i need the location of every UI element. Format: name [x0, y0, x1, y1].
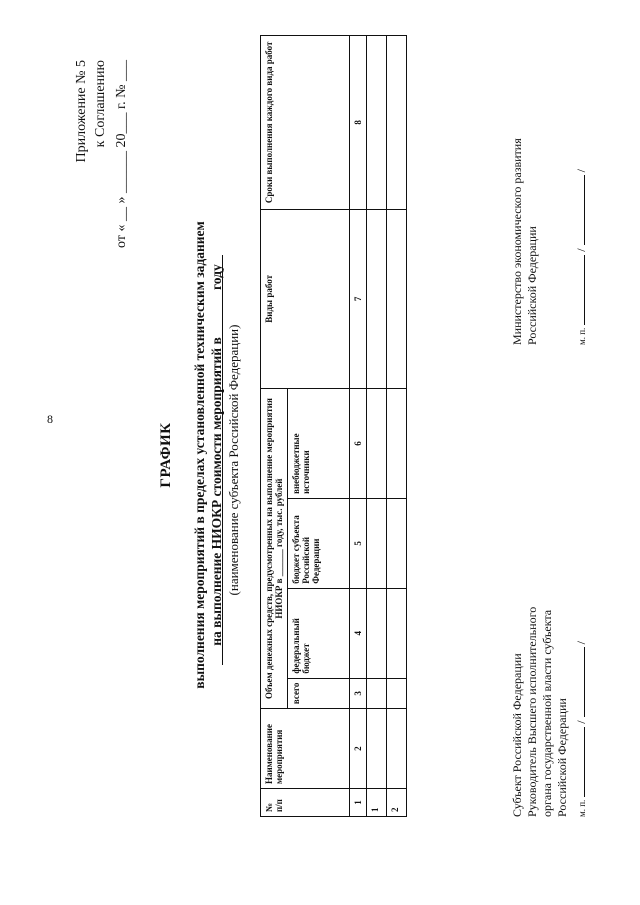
signature-blank — [574, 727, 585, 797]
table-cell — [367, 709, 387, 789]
title-line-2: выполнения мероприятий в пределах установленной техническим заданием — [192, 221, 207, 689]
table-cell — [387, 678, 407, 708]
table-row — [367, 36, 387, 817]
signature-left-line-4: Российской Федерации — [555, 698, 569, 817]
col-num: 8 — [350, 36, 367, 210]
appendix-block — [72, 60, 131, 248]
table-cell — [367, 389, 387, 499]
table-row — [387, 36, 407, 817]
table-cell — [387, 498, 407, 588]
col-num: 5 — [350, 498, 367, 588]
row-number: 1 — [367, 789, 387, 817]
table-cell — [367, 588, 387, 678]
name-blank — [574, 175, 585, 245]
document-title: ГРАФИК — [158, 422, 174, 488]
seal-mark-right: м. п. — [577, 327, 587, 345]
table-cell — [387, 36, 407, 210]
signature-right: Министерство экономического развития Российской Федерации м. п. / / — [510, 45, 590, 345]
table-cell — [387, 588, 407, 678]
signature-left-line-3: органа государственной власти субъекта — [540, 609, 554, 817]
table-cell — [367, 209, 387, 388]
signature-left: Субъект Российской Федерации Руководитель Высшего исполнительного органа государственной власти субъекта Российской Федерации м. п. / / — [510, 517, 590, 817]
header-deadlines: Сроки выполнения каждого вида работ — [261, 36, 350, 210]
title-line-3: на выполнение НИОКР стоимости мероприятий в ______ году — [209, 264, 224, 646]
row-number: 2 — [387, 789, 407, 817]
header-extrabudget: внебюджетные источники — [288, 389, 350, 499]
header-works: Виды работ — [261, 209, 350, 388]
table-cell — [387, 209, 407, 388]
signature-left-line-2: Руководитель Высшего исполнительного — [525, 606, 539, 817]
table-cell — [367, 498, 387, 588]
page-number: 8 — [47, 412, 53, 426]
header-no: № п/п — [261, 789, 350, 817]
title-block — [158, 135, 225, 775]
header-federal: федеральный бюджет — [288, 588, 350, 678]
signature-blank — [574, 255, 585, 325]
col-num: 6 — [350, 389, 367, 499]
header-subject-budget: бюджет субъекта Российской Федерации — [288, 498, 350, 588]
name-blank — [574, 647, 585, 717]
header-total: всего — [288, 678, 350, 708]
signature-right-line-2: Российской Федерации — [525, 226, 539, 345]
subject-caption: (наименование субъекта Российской Федерации) — [226, 324, 241, 596]
col-num: 2 — [350, 709, 367, 789]
appendix-line-1: Приложение № 5 — [74, 60, 89, 163]
schedule-table — [260, 35, 407, 817]
col-num: 4 — [350, 588, 367, 678]
table-cell — [387, 389, 407, 499]
col-num: 3 — [350, 678, 367, 708]
appendix-line-3: от « __ » ______ 20___ г. № ___ — [114, 60, 129, 248]
column-number-row — [350, 36, 367, 817]
signature-right-line-1: Министерство экономического развития — [510, 138, 524, 345]
col-num: 1 — [350, 789, 367, 817]
header-name: Наименование мероприятия — [261, 709, 350, 789]
subject-name-line — [222, 255, 223, 665]
appendix-line-2: к Соглашению — [93, 60, 108, 148]
seal-mark-left: м. п. — [577, 799, 587, 817]
signature-left-line-1: Субъект Российской Федерации — [510, 653, 524, 817]
header-funds: Объем денежных средств, предусмотренных на выполнение мероприятия НИОКР в ______ году, тыс. рублей — [261, 389, 288, 709]
table-cell — [387, 709, 407, 789]
table-cell — [367, 678, 387, 708]
col-num: 7 — [350, 209, 367, 388]
table-cell — [367, 36, 387, 210]
header-row-1 — [261, 36, 288, 817]
